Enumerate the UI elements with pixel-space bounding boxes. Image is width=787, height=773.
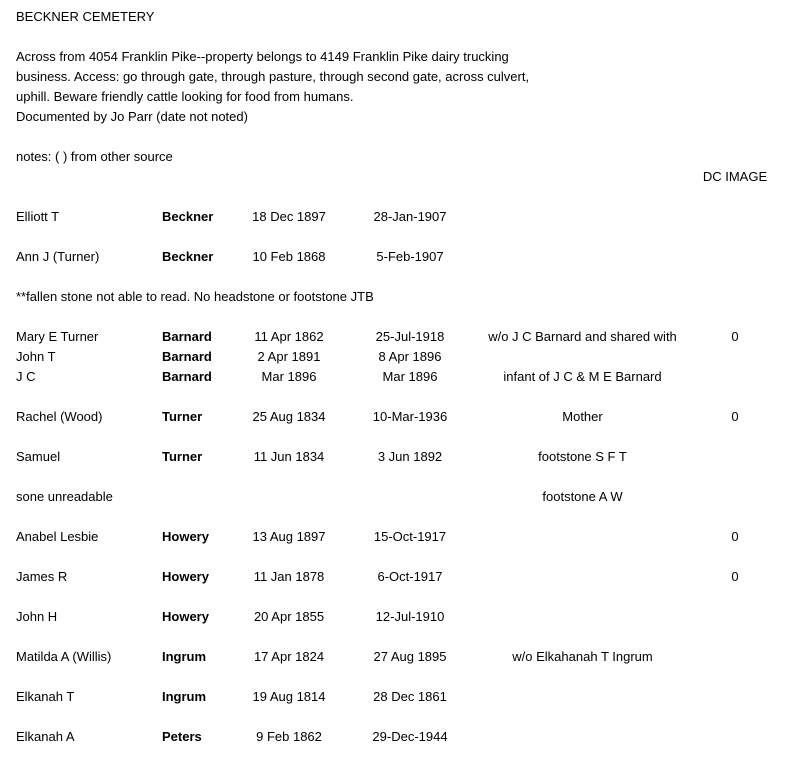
record-note: footstone S F T bbox=[538, 449, 627, 464]
birth-date: 20 Apr 1855 bbox=[253, 609, 325, 624]
surname: Barnard bbox=[162, 329, 212, 344]
birth-date: 11 Jan 1878 bbox=[253, 569, 325, 584]
dc-image-value: 0 bbox=[731, 409, 739, 424]
given-name: Elliott T bbox=[16, 209, 60, 224]
table-row bbox=[0, 487, 787, 507]
death-date: 8 Apr 1896 bbox=[378, 349, 442, 364]
table-row bbox=[0, 407, 787, 427]
death-date: 6-Oct-1917 bbox=[377, 569, 443, 584]
notes-line: notes: ( ) from other source bbox=[16, 149, 173, 164]
table-row bbox=[0, 647, 787, 667]
given-name: Rachel (Wood) bbox=[16, 409, 103, 424]
death-date: 28-Jan-1907 bbox=[373, 209, 447, 224]
documented-by-line: Documented by Jo Parr (date not noted) bbox=[16, 109, 248, 124]
birth-date: 2 Apr 1891 bbox=[257, 349, 321, 364]
death-date: 15-Oct-1917 bbox=[373, 529, 447, 544]
given-name: Elkanah T bbox=[16, 689, 75, 704]
surname: Howery bbox=[162, 609, 209, 624]
surname: Turner bbox=[162, 409, 203, 424]
record-note: footstone A W bbox=[542, 489, 623, 504]
birth-date: 13 Aug 1897 bbox=[252, 529, 326, 544]
table-row bbox=[0, 247, 787, 267]
intro-line: uphill. Beware friendly cattle looking for food from humans. bbox=[16, 89, 354, 104]
dc-image-header: DC IMAGE bbox=[702, 169, 768, 184]
given-name: John T bbox=[16, 349, 56, 364]
given-name: Ann J (Turner) bbox=[16, 249, 100, 264]
fallen-stone-note: **fallen stone not able to read. No headstone or footstone JTB bbox=[16, 289, 374, 304]
record-note: infant of J C & M E Barnard bbox=[503, 369, 662, 384]
death-date: 3 Jun 1892 bbox=[377, 449, 443, 464]
record-note: Mother bbox=[562, 409, 603, 424]
record-note: w/o J C Barnard and shared with bbox=[488, 329, 677, 344]
given-name: James R bbox=[16, 569, 68, 584]
birth-date: 9 Feb 1862 bbox=[256, 729, 322, 744]
death-date: 10-Mar-1936 bbox=[372, 409, 448, 424]
intro-line: business. Access: go through gate, through pasture, through second gate, across culvert, bbox=[16, 69, 530, 84]
table-row bbox=[0, 327, 787, 347]
surname: Beckner bbox=[162, 249, 214, 264]
table-row bbox=[0, 687, 787, 707]
surname: Turner bbox=[162, 449, 203, 464]
death-date: 25-Jul-1918 bbox=[375, 329, 445, 344]
surname: Howery bbox=[162, 529, 209, 544]
table-row bbox=[0, 207, 787, 227]
given-name: Samuel bbox=[16, 449, 61, 464]
given-name: John H bbox=[16, 609, 58, 624]
dc-image-value: 0 bbox=[731, 529, 739, 544]
surname: Barnard bbox=[162, 369, 212, 384]
given-name: J C bbox=[16, 369, 36, 384]
given-name: Mary E Turner bbox=[16, 329, 99, 344]
surname: Barnard bbox=[162, 349, 212, 364]
death-date: 28 Dec 1861 bbox=[373, 689, 447, 704]
table-row bbox=[0, 527, 787, 547]
surname: Ingrum bbox=[162, 689, 207, 704]
birth-date: 10 Feb 1868 bbox=[252, 249, 326, 264]
table-row bbox=[0, 367, 787, 387]
dc-image-value: 0 bbox=[731, 329, 739, 344]
given-name: Anabel Lesbie bbox=[16, 529, 99, 544]
birth-date: 11 Apr 1862 bbox=[254, 329, 324, 344]
surname: Beckner bbox=[162, 209, 214, 224]
birth-date: 25 Aug 1834 bbox=[252, 409, 326, 424]
surname: Peters bbox=[162, 729, 202, 744]
intro-line: Across from 4054 Franklin Pike--property belongs to 4149 Franklin Pike dairy trucking bbox=[16, 49, 509, 64]
birth-date: 19 Aug 1814 bbox=[252, 689, 326, 704]
birth-date: 18 Dec 1897 bbox=[252, 209, 326, 224]
table-row bbox=[0, 727, 787, 747]
death-date: 12-Jul-1910 bbox=[375, 609, 445, 624]
birth-date: Mar 1896 bbox=[261, 369, 317, 384]
record-note: w/o Elkahanah T Ingrum bbox=[512, 649, 653, 664]
given-name: Matilda A (Willis) bbox=[16, 649, 112, 664]
table-row bbox=[0, 447, 787, 467]
table-row bbox=[0, 567, 787, 587]
page-title: BECKNER CEMETERY bbox=[16, 9, 155, 24]
birth-date: 11 Jun 1834 bbox=[253, 449, 325, 464]
surname: Ingrum bbox=[162, 649, 207, 664]
death-date: 5-Feb-1907 bbox=[376, 249, 444, 264]
birth-date: 17 Apr 1824 bbox=[253, 649, 325, 664]
death-date: 27 Aug 1895 bbox=[373, 649, 447, 664]
table-row bbox=[0, 347, 787, 367]
table-row bbox=[0, 607, 787, 627]
given-name: Elkanah A bbox=[16, 729, 75, 744]
death-date: Mar 1896 bbox=[382, 369, 438, 384]
given-name: sone unreadable bbox=[16, 489, 113, 504]
surname: Howery bbox=[162, 569, 209, 584]
death-date: 29-Dec-1944 bbox=[372, 729, 448, 744]
dc-image-value: 0 bbox=[731, 569, 739, 584]
